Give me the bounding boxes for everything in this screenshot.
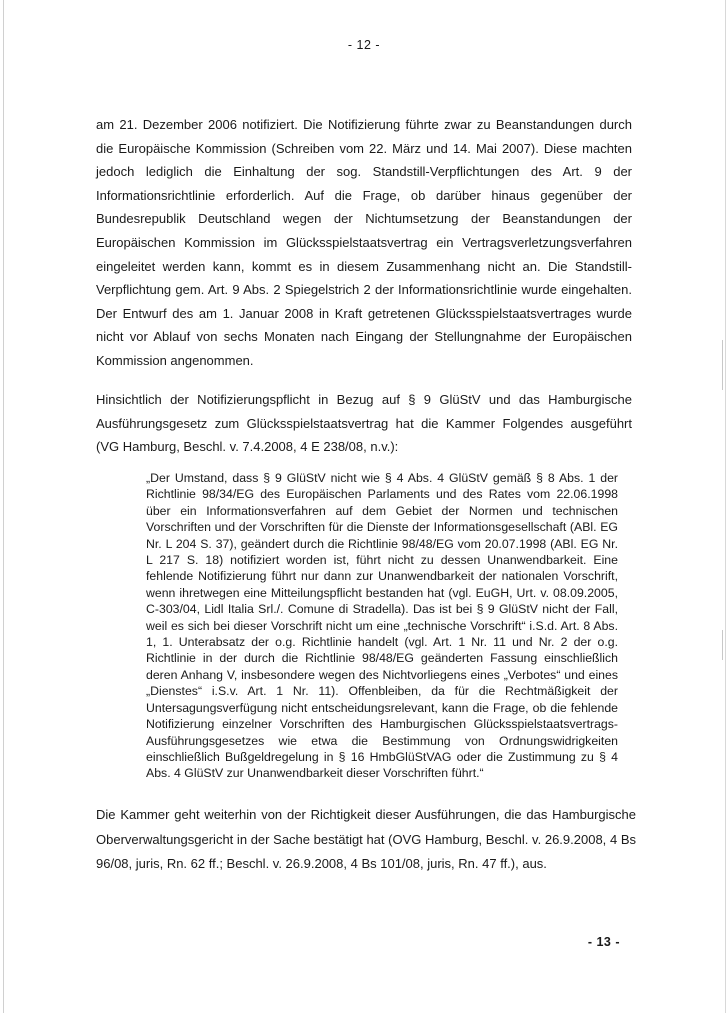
- scan-mark: [722, 340, 723, 390]
- block-quote: „Der Umstand, dass § 9 GlüStV nicht wie § 4 Abs. 4 GlüStV gemäß § 8 Abs. 1 der Richtlinie 98/34/EG des Europäischen Parlaments und des Rates vom 22.06.1998 über ein Informationsverfahren auf dem Gebiet der Normen und technischen Vorschriften und der Vorschriften für die Dienste der Informationsgesellschaft (ABl. EG Nr. L 204 S. 37), geändert durch die Richtlinie 98/48/EG vom 20.07.1998 (ABl. EG Nr. L 217 S. 18) notifiziert worden ist, führt nicht zu dessen Unanwendbarkeit. Eine fehlende Notifizierung führt nur dann zur Unanwendbarkeit der nationalen Vorschrift, wenn ihretwegen eine Mitteilungspflicht bestanden hat (vgl. EuGH, Urt. v. 08.09.2005, C-303/04, Lidl Italia Srl./. Comune di Stradella). Das ist bei § 9 GlüStV nicht der Fall, weil es sich bei dieser Vorschrift nicht um eine „technische Vorschrift“ i.S.d. Art. 8 Abs. 1, 1. Unterabsatz der o.g. Richtlinie handelt (vgl. Art. 1 Nr. 11 und Nr. 2 der o.g. Richtlinie in der durch die Richtlinie 98/48/EG geänderten Fassung einschließlich deren Anhang V, insbesondere wegen des Nichtvorliegens eines „Verbotes“ und eines „Dienstes“ i.S.v. Art. 1 Nr. 11). Offenbleiben, da für die Rechtmäßigkeit der Untersagungsverfügung nicht entscheidungsrelevant, kann die Frage, ob die fehlende Notifizierung einzelner Vorschriften des Hamburgischen Glücksspielstaatsvertrags-Ausführungsgesetzes wie etwa die Bestimmung von Ordnungswidrigkeiten einschließlich Bußgeldregelung in § 16 HmbGlüStVAG oder die Zustimmung zu § 4 Abs. 4 GlüStV zur Unanwendbarkeit dieser Vorschriften führt.“: [146, 471, 618, 781]
- paragraph-notification: am 21. Dezember 2006 notifiziert. Die Notifizierung führte zwar zu Beanstandungen durch die Europäische Kommission (Schreiben vom 22. März und 14. Mai 2007). Diese machten jedoch lediglich die Einhaltung der sog. Standstill-Verpflichtungen des Art. 9 der Informationsrichtlinie erforderlich. Auf die Frage, ob darüber hinaus gegenüber der Bundesrepublik Deutschland wegen der Nichtumsetzung der Beanstandungen der Europäischen Kommission im Glücksspielstaatsvertrag ein Vertragsverletzungsverfahren eingeleitet werden kann, kommt es in diesem Zusammenhang nicht an. Die Standstill-Verpflichtung gem. Art. 9 Abs. 2 Spiegelstrich 2 der Informationsrichtlinie wurde eingehalten. Der Entwurf des am 1. Januar 2008 in Kraft getretenen Glücksspielstaatsvertrages wurde nicht vor Ablauf von sechs Monaten nach Eingang der Stellungnahme der Europäischen Kommission angenommen.: [96, 117, 632, 368]
- scan-edge-left: [3, 0, 4, 1013]
- next-page-marker: - 13 -: [587, 935, 620, 949]
- paragraph-conclusion: Die Kammer geht weiterhin von der Richtigkeit dieser Ausführungen, die das Hamburgische Oberverwaltungsgericht in der Sache bestätigt hat (OVG Hamburg, Beschl. v. 26.9.2008, 4 Bs 96/08, juris, Rn. 62 ff.; Beschl. v. 26.9.2008, 4 Bs 101/08, juris, Rn. 47 ff.), aus.: [96, 807, 636, 872]
- scan-edge-right: [725, 0, 726, 1013]
- page-number: - 12 -: [347, 38, 381, 52]
- scan-mark: [722, 630, 723, 660]
- paragraph-reporting-duty: Hinsichtlich der Notifizierungspflicht in Bezug auf § 9 GlüStV und das Hamburgische Ausführungsgesetz zum Glücksspielstaatsvertrag hat die Kammer Folgendes ausgeführt (VG Hamburg, Beschl. v. 7.4.2008, 4 E 238/08, n.v.):: [96, 392, 632, 455]
